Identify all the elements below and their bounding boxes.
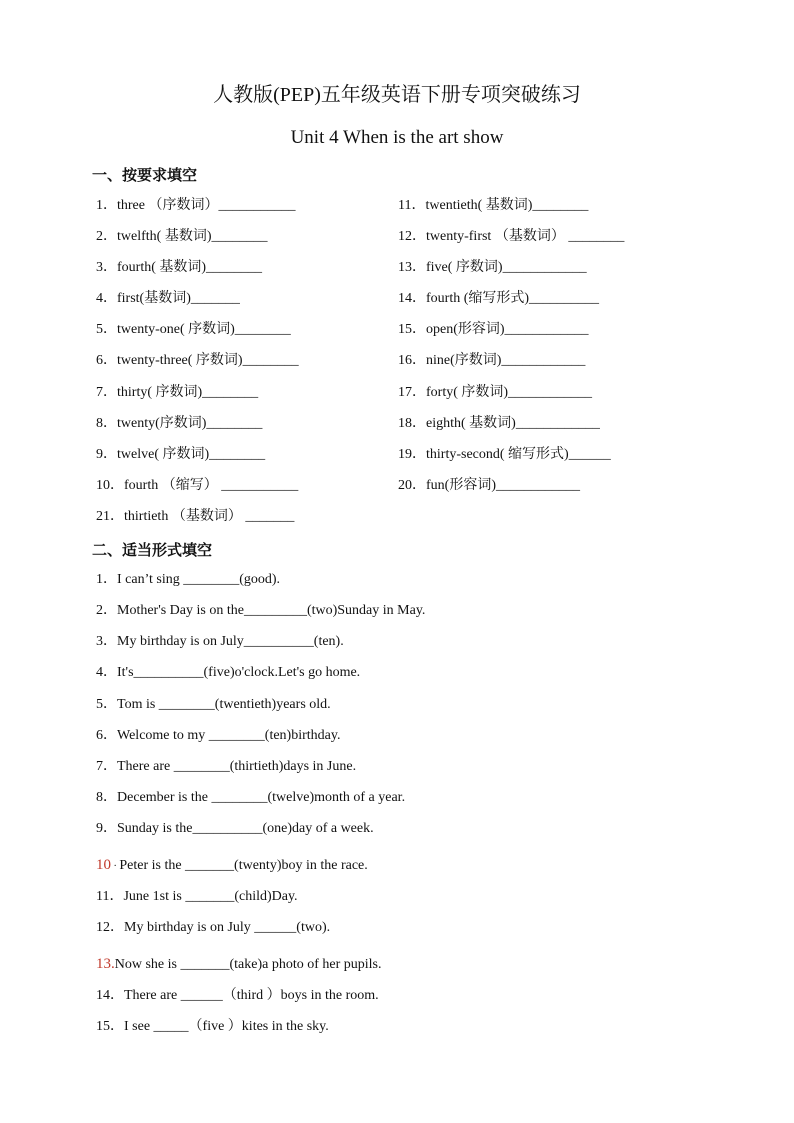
item-text: Peter is the _______(twenty)boy in the race. xyxy=(119,858,368,873)
item-text: eighth( 基数词)____________ xyxy=(426,416,600,431)
exercise-item xyxy=(398,476,580,496)
exercise-item xyxy=(96,196,295,216)
item-text: twentieth( 基数词)________ xyxy=(425,198,589,213)
item-number: 10． xyxy=(96,478,124,493)
item-number: 18． xyxy=(398,416,426,431)
item-number: 1． xyxy=(96,572,117,587)
item-text: thirtieth （基数词） _______ xyxy=(124,509,295,524)
exercise-item xyxy=(96,788,405,808)
item-number: 5． xyxy=(96,697,117,712)
exercise-item xyxy=(96,918,330,938)
item-number: 4． xyxy=(96,291,117,306)
item-text: five( 序数词)____________ xyxy=(426,260,587,275)
exercise-item xyxy=(96,726,340,746)
item-text: I can’t sing ________(good). xyxy=(117,572,281,587)
exercise-item xyxy=(96,819,374,839)
item-number: 12． xyxy=(96,920,124,935)
item-number: 11． xyxy=(398,198,426,213)
exercise-item xyxy=(398,289,599,309)
item-text: I see _____（five ）kites in the sky. xyxy=(124,1019,329,1034)
exercise-item xyxy=(96,445,265,465)
item-text: first(基数词)_______ xyxy=(117,291,240,306)
exercise-item xyxy=(96,986,379,1006)
exercise-item xyxy=(96,601,425,621)
item-text: forty( 序数词)____________ xyxy=(426,385,593,400)
exercise-item xyxy=(96,1017,329,1037)
item-text: There are ______（third ）boys in the room. xyxy=(124,988,379,1003)
exercise-item xyxy=(96,289,240,309)
exercise-item xyxy=(96,632,344,652)
item-text: fourth (缩写形式)__________ xyxy=(426,291,600,306)
item-text: My birthday is on July__________(ten). xyxy=(117,634,344,649)
item-text: Mother's Day is on the_________(two)Sunday in May. xyxy=(117,603,426,618)
exercise-item xyxy=(96,570,280,590)
exercise-item xyxy=(398,445,611,465)
item-number: 14． xyxy=(398,291,426,306)
item-text: twenty-one( 序数词)________ xyxy=(117,322,291,337)
item-number: 8． xyxy=(96,416,117,431)
item-text: My birthday is on July ______(two). xyxy=(124,920,331,935)
item-number: 3． xyxy=(96,260,117,275)
item-text: twenty-three( 序数词)________ xyxy=(117,353,299,368)
item-number: 1． xyxy=(96,198,117,213)
item-text: nine(序数词)____________ xyxy=(426,353,586,368)
exercise-item xyxy=(96,227,267,247)
item-number: 11． xyxy=(96,889,124,904)
item-number: 6． xyxy=(96,728,117,743)
item-number: 2． xyxy=(96,603,117,618)
exercise-item xyxy=(398,383,592,403)
exercise-item xyxy=(96,887,298,907)
item-number: 17． xyxy=(398,385,426,400)
exercise-item xyxy=(96,351,299,371)
item-text: Sunday is the__________(one)day of a week. xyxy=(117,821,374,836)
item-text: fourth( 基数词)________ xyxy=(117,260,263,275)
exercise-item xyxy=(398,258,587,278)
exercise-item xyxy=(96,414,262,434)
item-text: It's__________(five)o'clock.Let's go home. xyxy=(117,665,361,680)
item-number: 5． xyxy=(96,322,117,337)
item-text: twenty-first （基数词） ________ xyxy=(426,229,625,244)
item-text: fun(形容词)____________ xyxy=(426,478,580,493)
item-number: 7． xyxy=(96,759,117,774)
exercise-item xyxy=(96,383,258,403)
item-text: December is the ________(twelve)month of a year. xyxy=(117,790,406,805)
exercise-item xyxy=(398,351,585,371)
item-text: There are ________(thirtieth)days in June. xyxy=(117,759,357,774)
exercise-item xyxy=(398,196,588,216)
exercise-item xyxy=(96,320,291,340)
item-number: 12． xyxy=(398,229,426,244)
item-text: open(形容词)____________ xyxy=(426,322,589,337)
exercise-item xyxy=(96,954,381,975)
item-text: Welcome to my ________(ten)birthday. xyxy=(117,728,341,743)
page-subtitle: Unit 4 When is the art show xyxy=(290,127,504,148)
item-number: 4． xyxy=(96,665,117,680)
item-number: 15． xyxy=(96,1019,124,1034)
exercise-item xyxy=(96,695,331,715)
section-1-heading: 一、按要求填空 xyxy=(92,166,198,184)
item-number: 13． xyxy=(398,260,426,275)
item-number: 21． xyxy=(96,509,124,524)
section-2-heading: 二、适当形式填空 xyxy=(92,541,213,559)
item-number: 10 xyxy=(96,857,111,873)
item-number: 7． xyxy=(96,385,117,400)
item-text: thirty-second( 缩写形式)______ xyxy=(426,447,611,462)
item-text: fourth （缩写） ___________ xyxy=(124,478,299,493)
item-number: 3． xyxy=(96,634,117,649)
item-number: 9． xyxy=(96,447,117,462)
exercise-item xyxy=(96,507,294,527)
item-text: three （序数词）___________ xyxy=(117,198,296,213)
exercise-item xyxy=(398,227,624,247)
exercise-item xyxy=(96,258,262,278)
item-number: 15． xyxy=(398,322,426,337)
exercise-item xyxy=(96,757,356,777)
item-number: 13. xyxy=(96,956,115,972)
item-text: Now she is _______(take)a photo of her pupils. xyxy=(114,957,382,972)
item-text: twenty(序数词)________ xyxy=(117,416,263,431)
exercise-item xyxy=(398,414,600,434)
item-text: Tom is ________(twentieth)years old. xyxy=(117,697,331,712)
exercise-item: 10 · Peter is the _______(twenty)boy in the race. xyxy=(96,857,368,873)
exercise-item xyxy=(96,663,360,683)
item-number: 16． xyxy=(398,353,426,368)
item-number: 19． xyxy=(398,447,426,462)
item-number: 14． xyxy=(96,988,124,1003)
item-number: 6． xyxy=(96,353,117,368)
item-number: 2． xyxy=(96,229,117,244)
item-text: June 1st is _______(child)Day. xyxy=(123,889,298,904)
item-text: twelfth( 基数词)________ xyxy=(117,229,268,244)
exercise-item xyxy=(398,320,589,340)
page-title: 人教版(PEP)五年级英语下册专项突破练习 xyxy=(213,84,581,106)
item-text: twelve( 序数词)________ xyxy=(117,447,266,462)
item-text: thirty( 序数词)________ xyxy=(117,385,259,400)
exercise-item xyxy=(96,476,298,496)
item-number: 9． xyxy=(96,821,117,836)
item-number: 8． xyxy=(96,790,117,805)
item-number: 20． xyxy=(398,478,426,493)
